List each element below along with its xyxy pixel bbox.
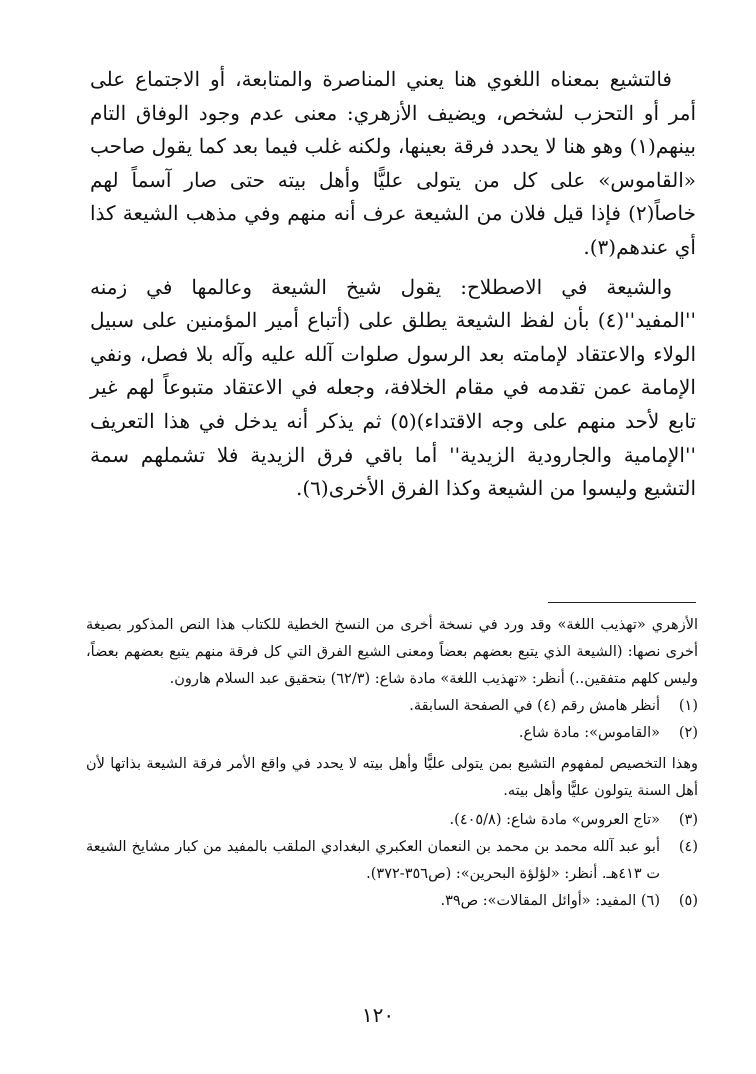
footnote-text: (٦) المفيد: «أوائل المقالات»: ص٣٩. xyxy=(440,893,660,909)
footnotes xyxy=(86,612,698,915)
footnote-1 xyxy=(86,693,698,720)
footnote-5-6 xyxy=(86,888,698,915)
footnote-text: أبو عبد آلله محمد بن محمد بن النعمان العكبري البغدادي الملقب بالمفيد من كبار مشايخ الشيعة ت ٤١٣هـ. أنظر: «لؤلؤة البحرين»: (ص٣٥٦-٣٧٢). xyxy=(86,839,660,882)
footnote-2-commentary: وهذا التخصيص لمفهوم التشيع بمن يتولى عليًّا وأهل بيته لا يحدد في واقع الأمر فرقة الشيعة بذاتها لأن أهل السنة يتولون عليًّا وأهل بيته. xyxy=(86,756,698,799)
body-paragraph-1: فالتشيع بمعناه اللغوي هنا يعني المناصرة والمتابعة، أو الاجتماع على أمر أو التحزب لشخص، ويضيف الأزهري: معنى عدم وجود الوفاق التام بينهم(١) وهو هنا لا يحدد فرقة بعينها، ولكنه غلب فيما بعد كما يقول صاحب «القاموس» على كل من يتولى عليًّا وأهل بيته حتى صار آسماً لهم خاصاً(٢) فإذا قيل فلان من الشيعة عرف أنه منهم وفي مذهب الشيعة كذا أي عندهم(٣). xyxy=(90,67,696,259)
footnote-number: (٢) xyxy=(678,725,698,741)
footnote-3 xyxy=(86,807,698,834)
footnote-number: (٣) xyxy=(678,812,698,828)
footnote-continuation: الأزهري «تهذيب اللغة» وقد ورد في نسخة أخرى من النسخ الخطية للكتاب هذا النص المذكور بصيغة أخرى نصها: (الشيعة الذي يتبع بعضهم بعضاً ومعنى الشيع الفرق التي كل فرقة منهم يتبع بعضهم بعضاً، وليس كلهم متفقين..) أنظر: «تهذيب اللغة» مادة شاع: (٦٢/٣) بتحقيق عبد السلام هارون. xyxy=(86,617,698,687)
footnote-2 xyxy=(86,720,698,747)
footnote-number: (٤) xyxy=(678,839,698,855)
main-text xyxy=(90,63,696,506)
body-paragraph-2: والشيعة في الاصطلاح: يقول شيخ الشيعة وعالمها في زمنه ''المفيد''(٤) بأن لفظ الشيعة يطلق على (أتباع أمير المؤمنين على سبيل الولاء والاعتقاد لإمامته بعد الرسول صلوات آلله عليه وآله بلا فصل، ونفي الإمامة عمن تقدمه في مقام الخلافة، وجعله في الاعتقاد متبوعاً لهم غير تابع لأحد منهم على وجه الاقتداء)(٥) ثم يذكر أنه يدخل في هذا التعريف ''الإمامية والجارودية الزيدية'' أما باقي فرق الزيدية فلا تشملهم سمة التشيع وليسوا من الشيعة وكذا الفرق الأخرى(٦). xyxy=(90,274,697,501)
footnote-text: «القاموس»: مادة شاع. xyxy=(518,725,660,741)
footnote-number: (٥) xyxy=(678,893,698,909)
page-number: ١٢٠ xyxy=(361,1003,395,1027)
footnote-text: «تاج العروس» مادة شاع: (٤٠٥/٨). xyxy=(449,812,660,828)
footnote-4 xyxy=(86,834,698,888)
footnote-text: أنظر هامش رقم (٤) في الصفحة السابقة. xyxy=(409,698,660,714)
footnote-number: (١) xyxy=(678,698,698,714)
footnote-separator xyxy=(548,602,696,603)
